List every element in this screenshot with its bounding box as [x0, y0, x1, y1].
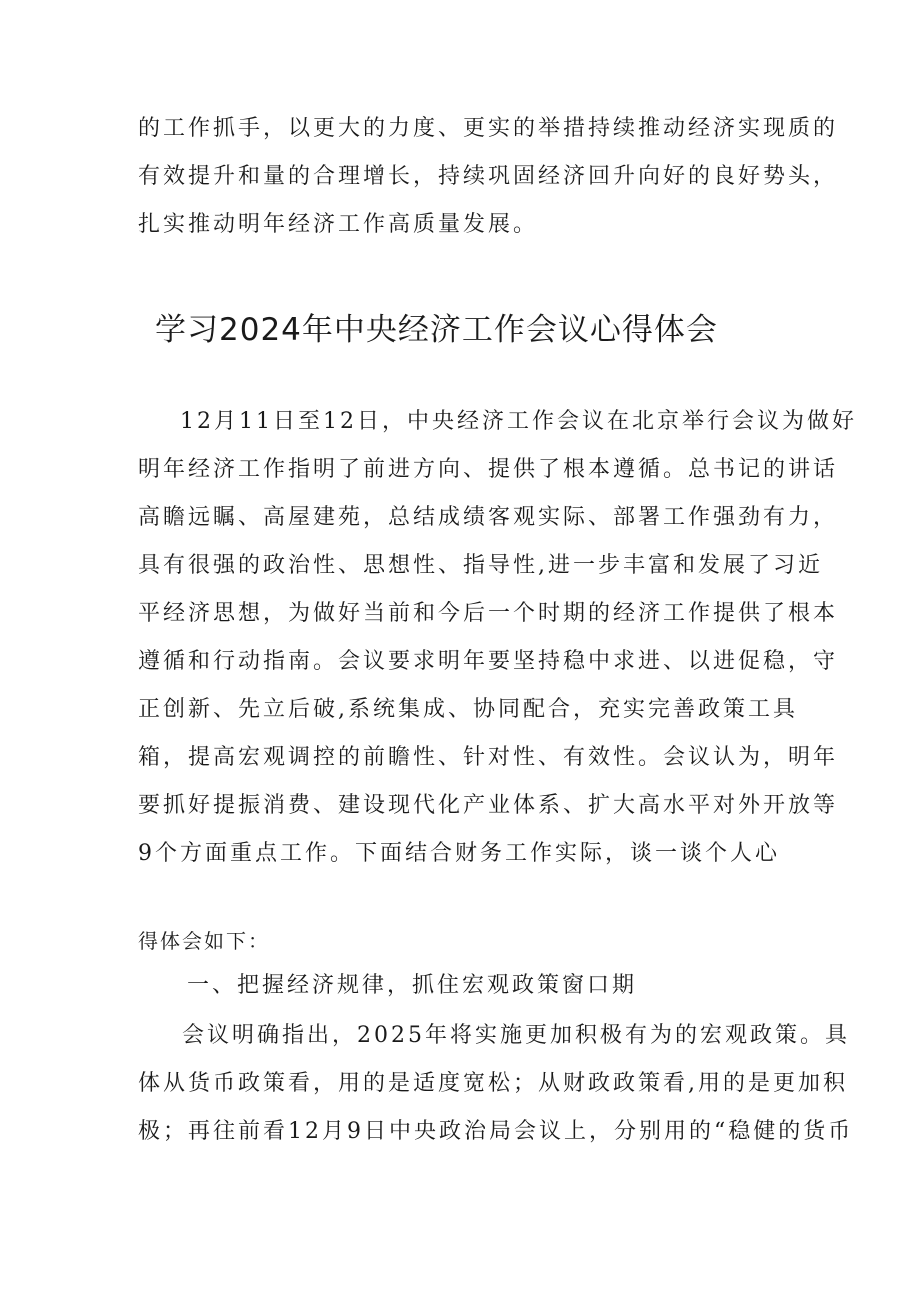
paragraph1-line-7: 正创新、先立后破,系统集成、协同配合，充实完善政策工具 — [138, 697, 798, 722]
paragraph1-line-3: 高瞻远瞩、高屋建苑，总结成绩客观实际、部署工作强劲有力， — [138, 505, 839, 530]
paragraph1-tail: 得体会如下： — [138, 929, 270, 953]
paragraph1-line-2: 明年经济工作指明了前进方向、提供了根本遵循。总书记的讲话 — [138, 457, 839, 482]
paragraph1-line-5: 平经济思想，为做好当前和今后一个时期的经济工作提供了根本 — [138, 601, 839, 626]
intro-line-2: 有效提升和量的合理增长，持续巩固经济回升向好的良好势头， — [138, 164, 839, 189]
paragraph1-line-8: 箱，提高宏观调控的前瞻性、针对性、有效性。会议认为，明年 — [138, 745, 839, 770]
document-title: 学习2024年中央经济工作会议心得体会 — [155, 312, 718, 348]
paragraph1-line-4: 具有很强的政治性、思想性、指导性,进一步丰富和发展了习近 — [138, 553, 823, 578]
paragraph1-line-9: 要抓好提振消费、建设现代化产业体系、扩大高水平对外开放等 — [138, 793, 839, 818]
section-heading: 一、把握经济规律，抓住宏观政策窗口期 — [187, 973, 638, 998]
paragraph2-line-3: 极；再往前看12月9日中央政治局会议上，分别用的“稳健的货币 — [138, 1119, 854, 1144]
intro-line-3: 扎实推动明年经济工作高质量发展。 — [138, 212, 539, 237]
paragraph2-line-2: 体从货币政策看，用的是适度宽松；从财政政策看,用的是更加积 — [138, 1071, 848, 1096]
intro-line-1: 的工作抓手，以更大的力度、更实的举措持续推动经济实现质的 — [138, 116, 839, 141]
paragraph1-line-1: 12月11日至12日，中央经济工作会议在北京举行会议为做好 — [180, 409, 857, 434]
paragraph1-line-6: 遵循和行动指南。会议要求明年要坚持稳中求进、以进促稳，守 — [138, 649, 839, 674]
paragraph2-line-1: 会议明确指出，2025年将实施更加积极有为的宏观政策。具 — [182, 1023, 850, 1048]
paragraph1-line-10: 9个方面重点工作。下面结合财务工作实际，谈一谈个人心 — [138, 841, 780, 866]
